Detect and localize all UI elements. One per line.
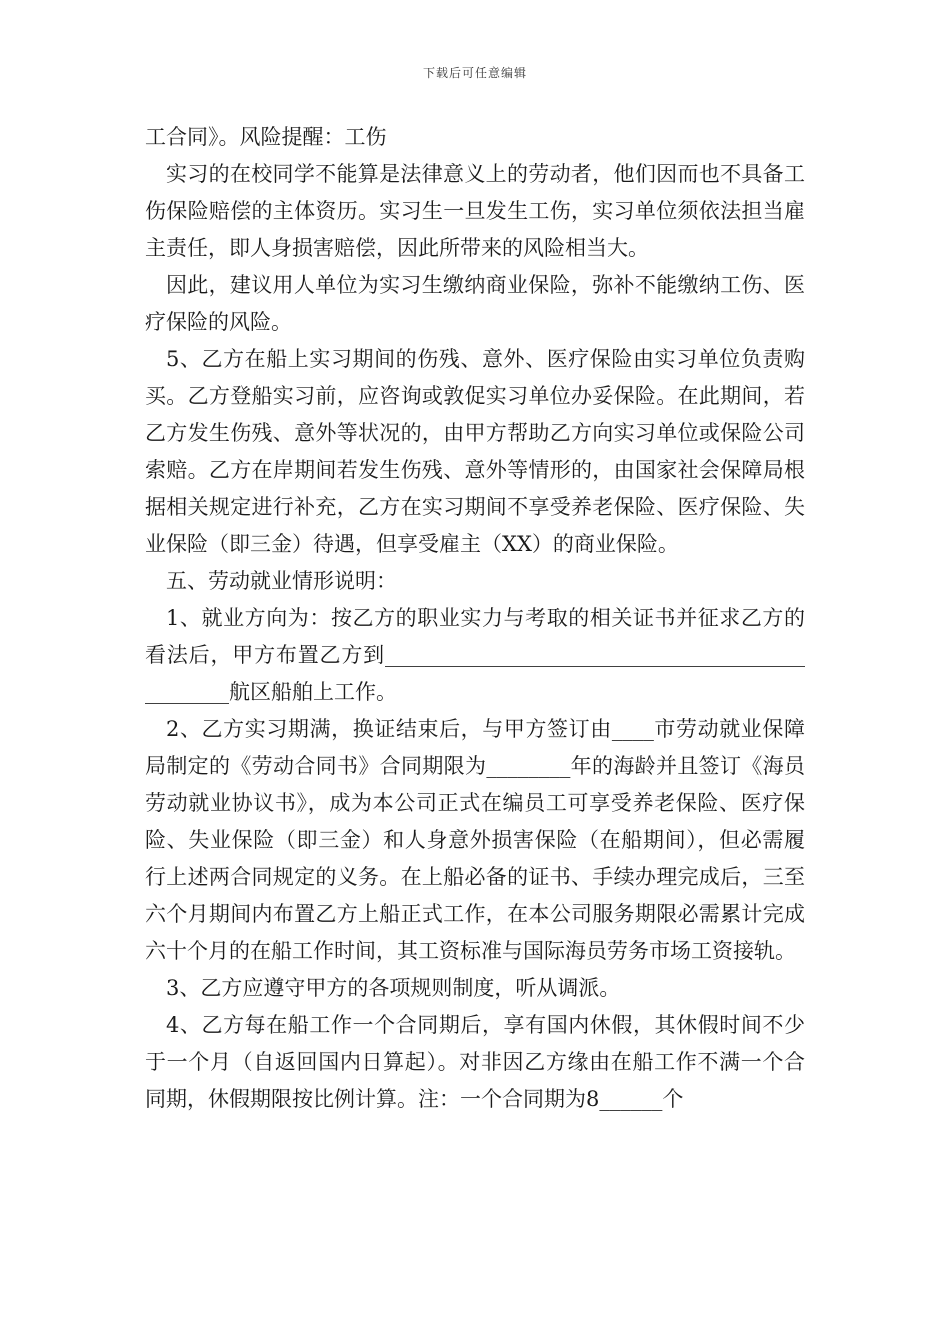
paragraph-3: 因此，建议用人单位为实习生缴纳商业保险，弥补不能缴纳工伤、医疗保险的风险。: [145, 273, 805, 334]
paragraph-8: 3、乙方应遵守甲方的各项规则制度，听从调派。: [166, 976, 621, 1000]
section-heading-5: 五、劳动就业情形说明：: [166, 569, 397, 593]
paragraph-1: 工合同》。风险提醒：工伤: [145, 125, 387, 149]
paragraph-2: 实习的在校同学不能算是法律意义上的劳动者，他们因而也不具备工伤保险赔偿的主体资历。实习生一旦发生工伤，实习单位须依法担当雇主责任，即人身损害赔偿，因此所带来的风险相当大。: [145, 162, 805, 260]
page-header: 下载后可任意编辑: [422, 66, 527, 80]
document-body: [145, 119, 805, 1118]
paragraph-6: 1、就业方向为：按乙方的职业实力与考取的相关证书并征求乙方的看法后，甲方布置乙方到________________________________________________航区船舶上工作。: [145, 606, 805, 704]
paragraph-7: 2、乙方实习期满，换证结束后，与甲方签订由____市劳动就业保障局制定的《劳动合同书》合同期限为________年的海龄并且签订《海员劳动就业协议书》，成为本公司正式在编员工可享受养老保险、医疗保险、失业保险（即三金）和人身意外损害保险（在船期间），但必需履行上述两合同规定的义务。在上船必备的证书、手续办理完成后，三至六个月期间内布置乙方上船正式工作，在本公司服务期限必需累计完成六十个月的在船工作时间，其工资标准与国际海员劳务市场工资接轨。: [145, 717, 805, 963]
paragraph-9: 4、乙方每在船工作一个合同期后，享有国内休假，其休假时间不少于一个月（自返回国内日算起）。对非因乙方缘由在船工作不满一个合同期，休假期限按比例计算。注：一个合同期为8______个: [145, 1013, 805, 1111]
paragraph-4: 5、乙方在船上实习期间的伤残、意外、医疗保险由实习单位负责购买。乙方登船实习前，应咨询或敦促实习单位办妥保险。在此期间，若乙方发生伤残、意外等状况的，由甲方帮助乙方向实习单位或保险公司索赔。乙方在岸期间若发生伤残、意外等情形的，由国家社会保障局根据相关规定进行补充，乙方在实习期间不享受养老保险、医疗保险、失业保险（即三金）待遇，但享受雇主（XX）的商业保险。: [145, 347, 805, 556]
